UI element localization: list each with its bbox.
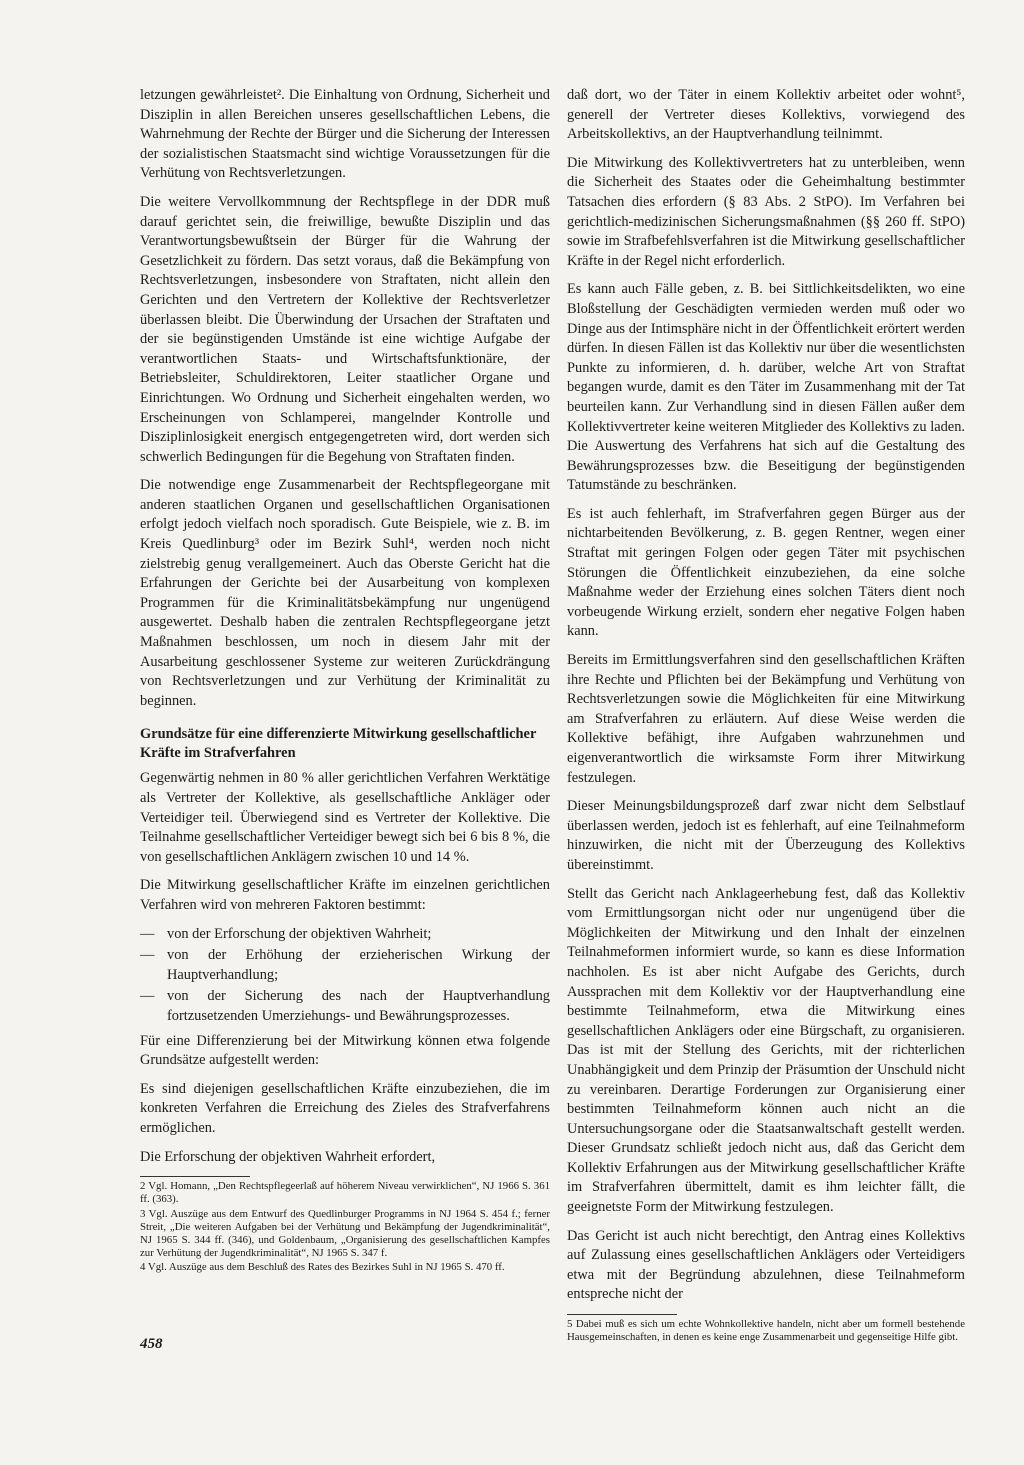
page-number: 458	[140, 1336, 163, 1352]
dash-bullet: —	[140, 925, 155, 942]
left-paragraph-4: Gegenwärtig nehmen in 80 % aller gerichtlichen Verfahren Werktätige als Vertreter der Kollektive, als gesellschaftliche Ankläger oder Verteidiger teil. Überwiegend sind es Vertreter der Kollektive. Die Teilnahme gesellschaftlicher Verteidiger bewegt sich bei 6 bis 8 %, die von gesellschaftlichen Anklägern zwischen 10 und 14 %.	[140, 770, 550, 865]
list-item-text: von der Erforschung der objektiven Wahrheit;	[167, 925, 432, 942]
dash-bullet: —	[140, 988, 155, 1005]
right-paragraph-4: Es ist auch fehlerhaft, im Strafverfahren gegen Bürger aus der nichtarbeitenden Bevölkerung, z. B. gegen Rentner, wegen einer Straftat mit geringen Folgen oder gegen Täter mit psychischen Störungen die Öffentlichkeit einzubeziehen, da eine solche Maßnahme weder der Erziehung eines solchen Täters dient noch vorbeugende Wirkung erzielt, sondern eher negative Folgen haben kann.	[567, 505, 965, 640]
left-footnotes	[140, 1176, 550, 1274]
list-item	[140, 946, 550, 985]
list-item	[140, 987, 550, 1026]
dash-bullet: —	[140, 947, 155, 964]
footnote-3: 3 Vgl. Auszüge aus dem Entwurf des Quedlinburger Programms in NJ 1964 S. 454 f.; ferner Streit, „Die weiteren Aufgaben bei der Verhütung und Bekämpfung der Jugendkriminalität“, NJ 1965 S. 344 ff. (346), und Goldenbaum, „Organisierung des gesellschaftlichen Kampfes zur Verhütung der Jugendkriminalität“, NJ 1965 S. 347 f.	[140, 1207, 550, 1260]
left-paragraph-2: Die weitere Vervollkommnung der Rechtspflege in der DDR muß darauf gerichtet sein, die freiwillige, bewußte Disziplin und das Verantwortungsbewußtsein der Bürger für die Wahrung der Gesetzlichkeit zu fördern. Das setzt voraus, daß die Bekämpfung von Rechtsverletzungen, insbesondere von Straftaten, nicht allein den Gerichten und den Vertretern der Kollektive der Rechtsverletzer überlassen bleibt. Die Überwindung der Ursachen der Straftaten und der sie begünstigenden Umstände ist eine wichtige Aufgabe der verantwortlichen Staats- und Wirtschaftsfunktionäre, der Betriebsleiter, Schuldirektoren, Leiter staatlicher Organe und Einrichtungen. Wo Ordnung und Sicherheit eingehalten werden, wo Erscheinungen von Schlamperei, mangelnder Kontrolle und Disziplinlosigkeit energisch entgegengetreten wird, dort werden sich schwerlich Bedingungen für die Begehung von Straftaten finden.	[140, 193, 550, 465]
right-column	[567, 86, 965, 1345]
list-item-text: von der Erhöhung der erzieherischen Wirkung der Hauptverhandlung;	[167, 947, 550, 983]
left-paragraph-7: Es sind diejenigen gesellschaftlichen Kräfte einzubeziehen, die im konkreten Verfahren die Erreichung des Zieles des Strafverfahrens ermöglichen.	[140, 1080, 550, 1136]
right-footnotes	[567, 1314, 965, 1344]
left-paragraph-3: Die notwendige enge Zusammenarbeit der Rechtspflegeorgane mit anderen staatlichen Organen und gesellschaftlichen Organisationen erfolgt jedoch vielfach noch sporadisch. Gute Beispiele, wie z. B. im Kreis Quedlinburg³ oder im Bezirk Suhl⁴, werden noch nicht zielstrebig genug verallgemeinert. Auch das Oberste Gericht hat die Erfahrungen der Gerichte bei der Ausarbeitung von komplexen Programmen für die Kriminalitätsbekämpfung nur ungenügend ausgewertet. Deshalb haben die zentralen Rechtspflegeorgane jetzt Maßnahmen beschlossen, um noch in diesem Jahr mit der Ausarbeitung geschlossener Systeme zur weiteren Zurückdrängung von Rechtsverletzungen und zur Verhütung der Kriminalität zu beginnen.	[140, 477, 550, 709]
list-item	[140, 925, 550, 945]
list-item-text: von der Sicherung des nach der Hauptverhandlung fortzusetzenden Umerziehungs- und Bewährungsprozesses.	[167, 988, 550, 1024]
footnote-2: 2 Vgl. Homann, „Den Rechtspflegeerlaß auf höherem Niveau verwirklichen“, NJ 1966 S. 361 ff. (363).	[140, 1180, 550, 1206]
left-paragraph-8: Die Erforschung der objektiven Wahrheit erfordert,	[140, 1148, 436, 1165]
left-column	[140, 86, 550, 1276]
right-paragraph-3: Es kann auch Fälle geben, z. B. bei Sittlichkeitsdelikten, wo eine Bloßstellung der Geschädigten vermieden werden muß oder wo Dinge aus der Intimsphäre nicht in der Öffentlichkeit erörtert werden dürfen. In diesen Fällen ist das Kollektiv nur über die wesentlichsten Punkte zu informieren, d. h. darüber, welche Art von Straftat begangen wurde, damit es den Täter im Zusammenhang mit der Tat beurteilen kann. Zur Verhandlung sind in diesen Fällen außer dem Kollektivvertreter keine weiteren Mitglieder des Kollektivs zu laden. Die Auswertung des Verfahrens hat sich auf die Gestaltung des Bewährungsprozesses bzw. die Beseitigung der begünstigenden Tatumstände zu beschränken.	[567, 281, 965, 494]
left-paragraph-6: Für eine Differenzierung bei der Mitwirkung können etwa folgende Grundsätze aufgestellt werden:	[140, 1032, 550, 1069]
left-paragraph-5: Die Mitwirkung gesellschaftlicher Kräfte im einzelnen gerichtlichen Verfahren wird von mehreren Faktoren bestimmt:	[140, 877, 550, 913]
right-paragraph-2: Die Mitwirkung des Kollektivvertreters hat zu unterbleiben, wenn die Sicherheit des Staates oder die Geheimhaltung bestimmter Tatsachen dies erfordern (§ 83 Abs. 2 StPO). Im Verfahren bei gerichtlich-medizinischen Sicherungsmaßnahmen (§§ 260 ff. StPO) sowie im Strafbefehlsverfahren ist die Mitwirkung gesellschaftlicher Kräfte in der Regel nicht erforderlich.	[567, 154, 965, 269]
right-paragraph-8: Das Gericht ist auch nicht berechtigt, den Antrag eines Kollektivs auf Zulassung eines gesellschaftlichen Anklägers oder Verteidigers etwa mit der Begründung abzulehnen, diese Teilnahmeform entspreche nicht der	[567, 1227, 965, 1303]
factor-list	[140, 925, 550, 1027]
right-paragraph-1: daß dort, wo der Täter in einem Kollektiv arbeitet oder wohnt⁵, generell der Vertreter dieses Kollektivs, vorwiegend des Arbeitskollektivs, an der Hauptverhandlung teilnimmt.	[567, 87, 965, 143]
footnote-4: 4 Vgl. Auszüge aus dem Beschluß des Rates des Bezirkes Suhl in NJ 1965 S. 470 ff.	[140, 1261, 505, 1274]
footnote-rule	[567, 1314, 677, 1315]
section-heading: Grundsätze für eine differenzierte Mitwirkung gesellschaftlicher Kräfte im Strafverfahren	[140, 726, 537, 762]
left-paragraph-1: letzungen gewährleistet². Die Einhaltung von Ordnung, Sicherheit und Disziplin in allen Bereichen unseres gesellschaftlichen Lebens, die Wahrnehmung der Rechte der Bürger und die Sicherung der Interessen der sozialistischen Staatsmacht sind wichtige Voraussetzungen für die Verhütung von Rechtsverletzungen.	[140, 87, 550, 182]
right-paragraph-6: Dieser Meinungsbildungsprozeß darf zwar nicht dem Selbstlauf überlassen werden, jedoch ist es fehlerhaft, auf eine Teilnahmeform hinzuwirken, die nicht mit der Überzeugung des Kollektivs übereinstimmt.	[567, 798, 965, 873]
right-paragraph-7: Stellt das Gericht nach Anklageerhebung fest, daß das Kollektiv vom Ermittlungsorgan nicht oder nur ungenügend über die Möglichkeiten der Mitwirkung und den Inhalt der einzelnen Teilnahmeformen informiert wurde, so kann es diese Information nachholen. Es ist aber nicht Aufgabe des Gerichts, durch Aussprachen mit dem Kollektiv vor der Hauptverhandlung eine bestimmte Teilnahmeform, etwa die Mitwirkung eines gesellschaftlichen Anklägers oder eine Bürgschaft, zu organisieren. Das ist mit der Stellung des Gerichts, mit der richterlichen Unabhängigkeit und dem Prinzip der Präsumtion der Unschuld nicht zu vereinbaren. Derartige Forderungen zur Organisierung einer bestimmten Teilnahmeform können auch nicht an die Untersuchungsorgane oder die Staatsanwaltschaft gestellt werden. Dieser Grundsatz schließt jedoch nicht aus, daß das Gericht dem Kollektiv Erfahrungen aus der Mitwirkung gesellschaftlicher Kräfte im Strafverfahren übermittelt, damit es ihm leichter fällt, die geeignetste Form der Mitwirkung festzulegen.	[567, 885, 965, 1216]
footnote-5: 5 Dabei muß es sich um echte Wohnkollektive handeln, nicht aber um formell bestehende Hausgemeinschaften, in denen es keine enge Zusammenarbeit und gegenseitige Hilfe gibt.	[567, 1318, 965, 1344]
footnote-rule	[140, 1176, 250, 1177]
right-paragraph-5: Bereits im Ermittlungsverfahren sind den gesellschaftlichen Kräften ihre Rechte und Pflichten bei der Bekämpfung und Verhütung von Rechtsverletzungen sowie die Möglichkeiten für eine Mitwirkung am Strafverfahren zu erläutern. Auf diese Weise werden die Kollektive befähigt, ihre Aufgaben wahrzunehmen und eigenverantwortlich die wirksamste Form ihrer Mitwirkung festzulegen.	[567, 652, 965, 786]
